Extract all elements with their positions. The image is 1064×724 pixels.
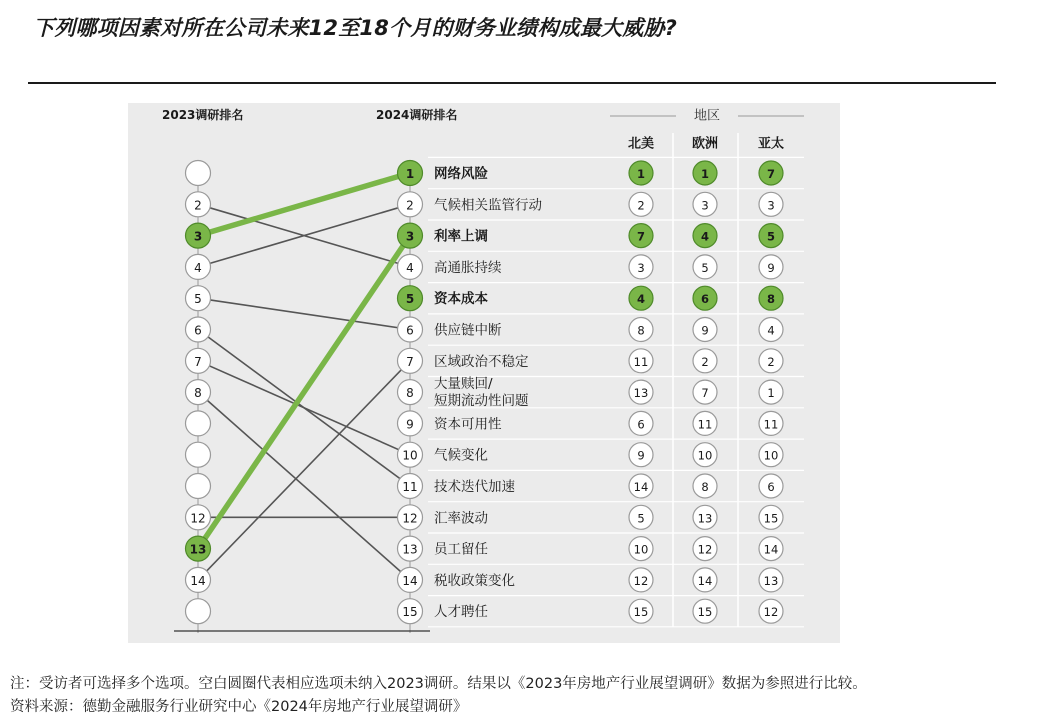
header-2024-rank: 2024调研排名	[376, 108, 458, 122]
rank-label-2023: 4	[194, 260, 202, 275]
region-rank-label: 4	[767, 323, 775, 338]
rank-label-2023: 7	[194, 354, 202, 369]
factor-name: 大量赎回/	[434, 376, 493, 393]
factor-name: 短期流动性问题	[434, 393, 529, 410]
region-header: 地区	[693, 108, 721, 124]
empty-rank-circle-2023	[186, 411, 211, 436]
region-label: 欧洲	[691, 136, 719, 152]
header-2023-rank: 2023调研排名	[162, 108, 244, 122]
region-rank-label: 3	[701, 198, 709, 213]
rank-label-2024: 1	[405, 167, 415, 181]
rank-label-2023: 3	[193, 229, 203, 244]
region-rank-label: 11	[633, 354, 649, 369]
rank-label-2024: 15	[402, 605, 418, 620]
region-rank-label: 13	[697, 511, 713, 526]
rank-label-2024: 6	[406, 323, 414, 338]
rank-label-2024: 10	[402, 448, 418, 463]
rank-label-2023: 2	[194, 198, 202, 213]
region-rank-label: 5	[637, 511, 645, 526]
factor-name: 供应链中断	[434, 322, 502, 339]
rank-label-2024: 12	[402, 511, 418, 526]
rank-label-2024: 3	[405, 229, 415, 244]
region-rank-label: 12	[697, 542, 713, 557]
rank-label-2023: 12	[190, 511, 206, 526]
rank-label-2024: 5	[405, 292, 415, 307]
region-rank-label: 6	[700, 292, 710, 307]
rank-label-2023: 5	[194, 292, 202, 307]
region-rank-label: 15	[763, 511, 779, 526]
region-rank-label: 9	[637, 448, 645, 463]
factor-name: 技术迭代加速	[434, 479, 515, 495]
factor-name: 汇率波动	[434, 510, 488, 527]
region-rank-label: 15	[697, 605, 713, 620]
factor-name: 资本成本	[434, 291, 488, 308]
factor-name: 气候变化	[434, 447, 488, 464]
empty-rank-circle-2023	[186, 474, 211, 499]
region-rank-label: 1	[700, 167, 710, 181]
region-rank-label: 9	[767, 260, 775, 275]
chart-panel	[128, 103, 840, 643]
chart-title: 下列哪项因素对所在公司未来12至18个月的财务业绩构成最大威胁?	[33, 16, 678, 40]
rank-label-2023: 8	[194, 386, 202, 401]
region-rank-label: 14	[763, 542, 779, 557]
rank-label-2024: 14	[402, 573, 418, 588]
region-rank-label: 1	[636, 167, 646, 181]
factor-name: 资本可用性	[434, 416, 502, 433]
empty-rank-circle-2023	[186, 442, 211, 467]
region-rank-label: 12	[763, 605, 779, 620]
region-rank-label: 12	[633, 573, 649, 588]
region-rank-label: 3	[637, 260, 645, 275]
rank-change-line	[198, 330, 410, 487]
region-rank-label: 14	[697, 573, 713, 588]
region-rank-label: 13	[763, 573, 779, 588]
region-rank-label: 2	[637, 198, 645, 213]
rank-label-2023: 6	[194, 323, 202, 338]
region-rank-label: 8	[637, 323, 645, 338]
region-rank-label: 11	[697, 417, 713, 432]
region-rank-label: 10	[763, 448, 779, 463]
factor-name: 网络风险	[434, 166, 488, 182]
region-rank-label: 2	[701, 354, 709, 369]
region-rank-label: 10	[697, 448, 713, 463]
empty-rank-circle-2023	[186, 599, 211, 624]
region-rank-label: 5	[766, 229, 776, 244]
region-rank-label: 13	[633, 386, 649, 401]
slope-chart	[128, 103, 840, 643]
region-rank-label: 4	[700, 229, 710, 244]
factor-name: 人才聘任	[434, 604, 488, 621]
rank-label-2024: 7	[406, 354, 414, 369]
factor-name: 利率上调	[434, 228, 488, 245]
rank-change-line	[198, 298, 410, 329]
region-rank-label: 14	[633, 480, 649, 494]
footnote: 注：受访者可选择多个选项。空白圆圈代表相应选项未纳入2023调研。结果以《2023年房地产行业展望调研》数据为参照进行比较。	[10, 676, 867, 692]
region-rank-label: 8	[766, 292, 776, 307]
region-label: 北美	[627, 136, 655, 152]
factor-name: 税收政策变化	[434, 572, 515, 589]
rank-label-2024: 11	[402, 480, 418, 494]
region-rank-label: 8	[701, 480, 709, 494]
rank-label-2024: 2	[406, 198, 414, 213]
rank-label-2024: 8	[406, 386, 414, 401]
region-rank-label: 5	[701, 260, 709, 275]
factor-name: 员工留任	[434, 541, 488, 558]
region-rank-label: 9	[701, 323, 709, 338]
empty-rank-circle-2023	[186, 161, 211, 186]
region-rank-label: 15	[633, 605, 649, 620]
rank-label-2024: 4	[406, 260, 414, 275]
rank-label-2023: 13	[189, 542, 207, 557]
region-rank-label: 6	[767, 480, 775, 494]
rank-change-line-highlight	[198, 173, 410, 236]
region-rank-label: 3	[767, 198, 775, 213]
rank-label-2023: 14	[190, 573, 206, 588]
region-rank-label: 4	[636, 292, 646, 307]
source-note: 资料来源：德勤金融服务行业研究中心《2024年房地产行业展望调研》	[10, 699, 468, 715]
rank-label-2024: 9	[406, 417, 414, 432]
factor-name: 区域政治不稳定	[434, 353, 529, 370]
region-rank-label: 2	[767, 354, 775, 369]
rank-change-line	[198, 392, 410, 580]
factor-name: 高通胀持续	[434, 259, 502, 276]
region-rank-label: 1	[767, 386, 775, 401]
region-label: 亚太	[757, 136, 785, 152]
factor-name: 气候相关监管行动	[434, 197, 542, 214]
region-rank-label: 7	[701, 386, 709, 401]
rank-label-2024: 13	[402, 542, 418, 557]
region-rank-label: 10	[633, 542, 649, 557]
title-divider	[28, 82, 996, 84]
region-rank-label: 6	[637, 417, 645, 432]
region-rank-label: 7	[636, 229, 646, 244]
rank-change-line-highlight	[198, 236, 410, 549]
region-rank-label: 7	[766, 167, 776, 181]
region-rank-label: 11	[763, 417, 779, 432]
